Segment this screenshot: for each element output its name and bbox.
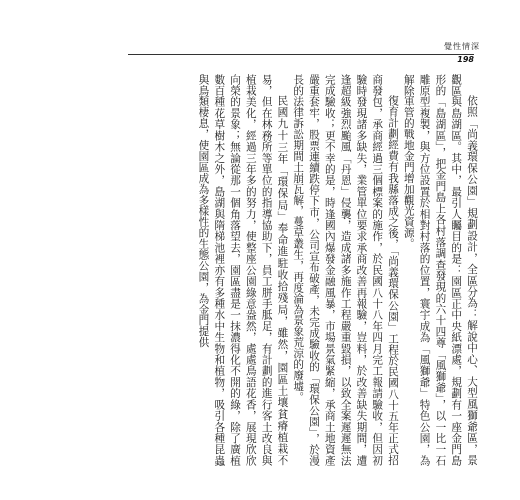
paragraph: 復育計劃經費有我縣落成之後，「尚義環保公園」工程於民國八十五年正式招商發包，承商經過三個標案的施作，於民國八十八年四月完工報請驗收，但因初驗時發現諸多缺失，業管單位要求承商改善再報驗，豈料，於改善缺失期間，遭逢超級強烈颱風「丹恩」侵襲，造成諸多施作工程嚴重毀損，以致全案遲遲無法完成驗收；更不幸的是，時逢國內爆發金融風暴，市場景氣緊縮，承商土地資產嚴重套牢，股票連續跌停下市，公司宣布破產，未完成驗收的「環保公園」，於漫長的法律訴訟期間土崩瓦解，蔓草叢生，再度淪為景象荒涼的廢墟。 [292, 74, 400, 466]
paragraph: 依照「尚義環保公園」規劃設計，全區分為：解說中心、大型風獅爺區，景觀區與島湖區。其中，最引人矚目的是：園區正中央紙漂處，規劃有一座金門島形的「島湖區」，把金門島上各村落調查發現的六十四尊「風獅爺」，以一比一石雕原型複製，與方位設置於相對村落的位置，寰宇成為「風獅爺」特色公園，為解除軍管的戰地金門增加觀光資源。 [402, 74, 478, 466]
page-number: 198 [457, 55, 474, 64]
running-title: 覺性情深 [444, 42, 480, 51]
paragraph: 民國九十三年「環保局」奉命進駐收拾殘局，雖然，園區土壤貧瘠植栽不易，但在林務所等單位的指導協助下，員工胼手胝足，有計劃的進行客土改良與植栽美化，經過三年多的努力，使整座公園綠意盎然，處處鳥語花香，展現欣欣向榮的景象；無論從那一個角落望去，園區盡是一抹濃得化不開的綠，除了廣植數百種花草樹木之外，島湖與隋梯池裡亦有多種水中生物和植物，吸引各種昆蟲與鳥類棲息，使園區成為多樣性的生態公園，為金門提供 [197, 74, 289, 466]
header-rule [128, 54, 474, 55]
body-text [124, 74, 479, 466]
